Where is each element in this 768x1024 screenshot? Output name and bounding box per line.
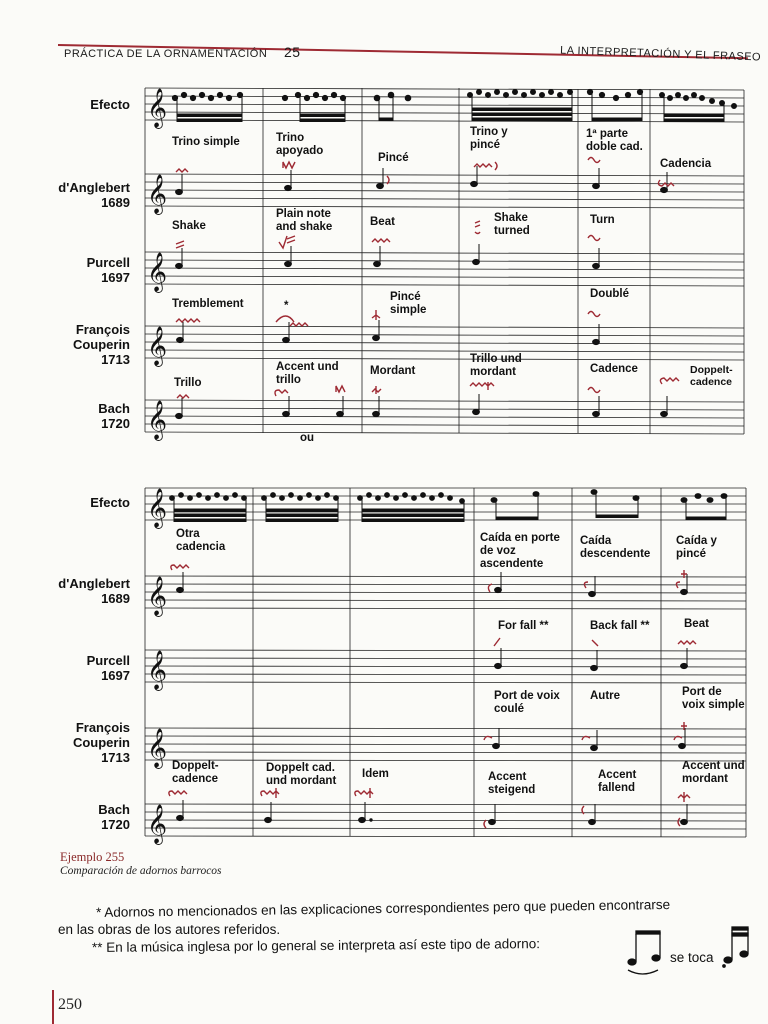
orn-shake [176,241,184,248]
orn-back-fall [592,640,598,646]
couperin-notes-1 [177,320,600,345]
orn-caida-ascendente [488,584,492,592]
anglebert-year: 1689 [101,195,130,210]
orn-cadencia [658,180,674,186]
orn-beat [372,239,390,242]
row-label-couperin-1 [38,322,130,367]
staff-purcell-1 [145,252,744,286]
s1-anglebert-0: Trino simple [172,136,240,148]
anglebert-year-2: 1689 [101,591,130,606]
efecto2-notes-m2 [262,493,339,522]
row-label-efecto-2: Efecto [90,495,130,510]
s1-anglebert-5: Cadencia [660,158,712,170]
orn-bach-mordant [372,386,381,394]
s1-bach-2: Mordant [370,365,416,377]
staff-couperin-2 [145,728,746,761]
efecto-notes-m3 [374,92,411,121]
header-right-title: LA INTERPRETACIÓN Y EL FRASEO [559,44,762,64]
s1-purcell-2: Beat [370,216,395,228]
couperin-name1-2: François [75,720,130,735]
svg-text:𝄞: 𝄞 [147,252,168,292]
staff-couperin-1 [145,326,744,360]
svg-text:𝄞: 𝄞 [147,88,168,128]
s1-purcell-1: Plain note and shake [276,208,333,233]
s2-anglebert-3: Caída y pincé [676,535,717,560]
s1-purcell-0: Shake [172,220,206,232]
s1-couperin-1: * [284,300,289,312]
efecto-notes-m6 [660,93,737,123]
bach-notes-1 [176,394,668,419]
s2-purcell-0: For fall ** [498,620,549,632]
orn-accent-fallend [582,806,584,814]
svg-text:𝄞: 𝄞 [147,576,168,616]
purcell-notes-1 [176,244,600,269]
s1-anglebert-2: Pincé [378,152,409,164]
row-label-bach-1 [38,401,130,431]
couperin-name1: François [75,322,130,337]
s2-anglebert-2: Caída descendente [580,535,651,560]
s2-couperin-1: Autre [590,690,621,702]
row-label-bach-2 [38,802,130,832]
orn-pince-simple [372,310,380,320]
orn-doppelt-mordant [261,788,279,798]
caption-title: Ejemplo 255 [60,850,125,864]
s2-anglebert-1: Caída en porte de voz ascendente [480,532,560,570]
s1-anglebert-1: Trino apoyado [276,132,324,157]
orn-idem [355,788,373,798]
footnote-1-line2: en las obras de los autores referidos. [58,922,281,937]
row-label-anglebert-2 [38,576,130,606]
staff-anglebert-1 [145,174,744,208]
caption-subtitle: Comparación de adornos barrocos [60,865,222,877]
efecto2-notes-m6 [681,494,727,520]
s2-purcell-2: Beat [684,618,709,630]
efecto2-notes-m3 [358,493,465,522]
orn-beat-2 [678,641,696,644]
couperin-year: 1713 [101,352,130,367]
purcell-year: 1697 [101,270,130,285]
s1-bach-1: Accent und trillo [276,361,339,386]
page-number: 250 [58,996,82,1013]
anglebert-name: d'Anglebert [58,180,130,195]
purcell-name-2: Purcell [86,653,130,668]
staff-bach-1 [145,400,744,434]
staff-anglebert-2 [145,576,746,609]
couperin-year-2: 1713 [101,750,130,765]
row-label-efecto-1: Efecto [90,97,130,112]
orn-accent-trillo [275,386,345,396]
orn-caida-pince [676,570,687,588]
s1-purcell-3: Shake turned [494,212,530,237]
purcell-year-2: 1697 [101,668,130,683]
s1-bach-4: Cadence [590,363,638,375]
system1-staves [0,0,768,470]
page-number-rule [52,990,54,1024]
svg-text:𝄞: 𝄞 [147,728,168,768]
orn-pince [387,176,389,184]
orn-port-voix-coule [484,736,492,740]
bach-name: Bach [98,401,130,416]
orn-trillo-mordant [470,382,494,390]
s2-bach-2: Idem [362,768,389,780]
bach-name-2: Bach [98,802,130,817]
s1-bach-0: Trillo [174,377,202,389]
orn-couperin-star [276,316,308,326]
s2-bach-4: Accent fallend [598,769,637,794]
s1-anglebert-4: 1ª parte doble cad. [586,128,643,153]
row-label-couperin-2 [38,720,130,765]
orn-double [588,312,600,317]
svg-text:𝄞: 𝄞 [147,174,168,214]
efecto2-notes-m1 [170,493,247,522]
staff-bach-2 [145,804,746,837]
orn-turn [588,236,600,241]
efecto-notes-m1 [172,92,242,122]
header-left-title: PRÁCTICA DE LA ORNAMENTACIÓN [64,48,268,60]
bach-year: 1720 [101,416,130,431]
orn-bach-trillo [177,395,189,398]
footnote-2: ** En la música inglesa por lo general se interpreta así este tipo de adorno: [91,936,541,955]
purcell-name: Purcell [86,255,130,270]
row-label-purcell-1 [38,255,130,285]
orn-accent-steigend [484,820,486,828]
s1-bach-5: Doppelt-cadence [690,364,733,388]
svg-text:𝄞: 𝄞 [147,804,168,844]
s1-couperin-2: Pincé simple [390,291,427,316]
footnote-1-line1: * Adornos no mencionados en las explicaciones correspondientes pero que pueden encontrarse [95,896,671,920]
s2-couperin-2: Port de voix simple [682,686,745,711]
orn-doppelt-cadence-2 [169,791,187,796]
orn-plain-note-shake [279,236,295,248]
s2-purcell-1: Back fall ** [590,620,650,632]
couperin-name2-2: Couperin [72,735,130,750]
svg-text:𝄞: 𝄞 [147,650,168,690]
svg-text:𝄞: 𝄞 [147,400,168,440]
s2-bach-3: Accent steigend [488,771,536,796]
orn-cadence [588,388,600,393]
orn-for-fall [494,638,500,646]
s1-anglebert-3: Trino y pincé [470,126,508,151]
s1-couperin-3: Doublé [590,288,629,300]
s2-anglebert-0: Otra cadencia [176,528,226,553]
svg-text:𝄞: 𝄞 [147,326,168,366]
footnote-se-toca: se toca [670,950,714,965]
anglebert-name-2: d'Anglebert [58,576,130,591]
bach-year-2: 1720 [101,817,130,832]
s1-couperin-0: Tremblement [172,298,244,310]
s2-couperin-0: Port de voix coulé [494,690,560,715]
orn-doble-cad [588,158,600,163]
row-label-anglebert-1 [38,180,130,210]
orn-autre [582,736,590,740]
s1-ou: ou [300,432,315,444]
header-page-marker: 25 [284,44,301,60]
orn-trino-apoyado [283,162,295,168]
svg-text:𝄞: 𝄞 [147,488,168,528]
row-label-purcell-2 [38,653,130,683]
couperin-name2: Couperin [72,337,130,352]
s1-purcell-4: Turn [590,214,615,226]
orn-tremblement [176,319,200,322]
s2-bach-0: Doppelt-cadence [172,760,219,785]
couperin-notes-2 [493,728,686,751]
s1-bach-3: Trillo und mordant [470,353,522,378]
s2-bach-5: Accent und mordant [682,760,745,785]
orn-trino-simple [176,169,188,172]
orn-otra-cadencia [171,565,189,570]
staff-purcell-2 [145,650,746,683]
orn-doppelt-cadence [660,378,679,384]
s2-bach-1: Doppelt cad. und mordant [266,762,337,787]
orn-shake-turned [475,221,480,234]
